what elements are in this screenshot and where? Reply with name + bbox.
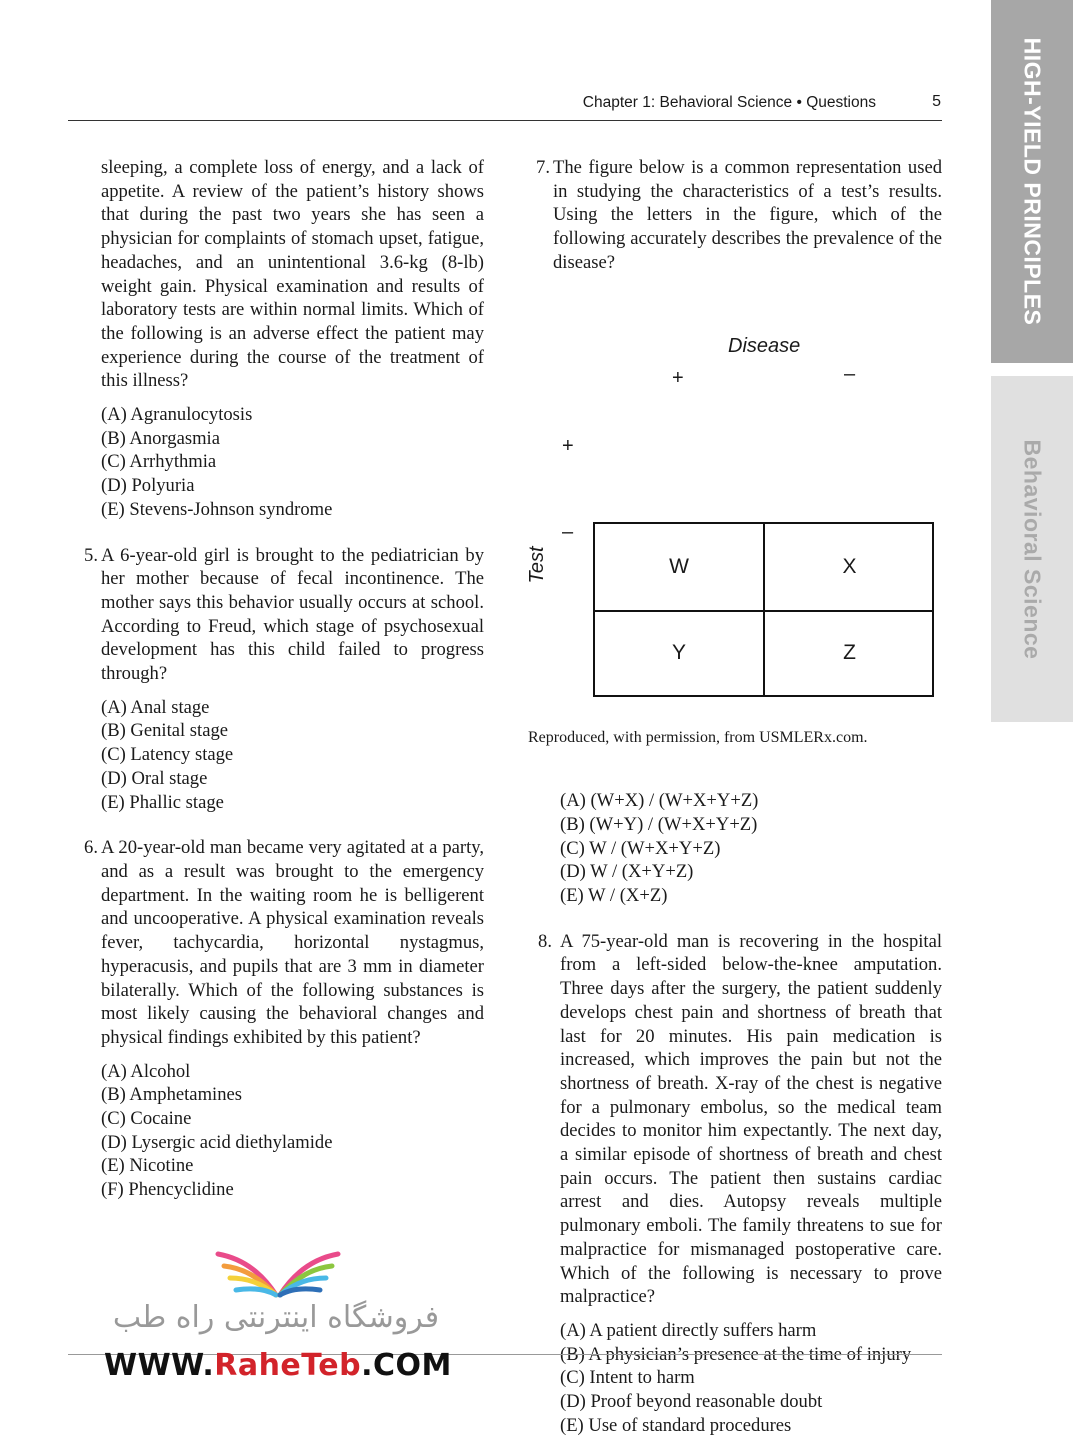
answer-option[interactable]: (A) Anal stage (101, 696, 210, 718)
chapter-title: Chapter 1: Behavioral Science • Questions (582, 94, 876, 111)
answer-option[interactable]: (A) Agranulocytosis (101, 404, 253, 426)
figure-column-label: Disease (728, 334, 801, 357)
answer-option[interactable]: (A) Alcohol (101, 1060, 191, 1082)
answer-option[interactable]: (B) Anorgasmia (101, 427, 220, 449)
answer-option[interactable]: (C) W / (W+X+Y+Z) (560, 837, 721, 859)
side-tab-behavioral-science-label: Behavioral Science (1019, 439, 1046, 659)
figure-column-plus: + (672, 366, 684, 389)
answer-option[interactable]: (D) Proof beyond reasonable doubt (560, 1391, 823, 1413)
question-4-continued-text: sleeping, a complete loss of energy, and a lack of appetite. A review of the patient’s history shows that during the past two years she has seen a physician for complaints of stomach upset, fatigue, headaches, and an unintentional 3.6-kg (8-lb) weight gain. Physical examination and results of laboratory tests are within normal limits. Which of the following is an adverse effect the patient may experience during the course of the treatment of this illness? (101, 157, 484, 392)
answer-option[interactable]: (B) Genital stage (101, 720, 229, 742)
question-text: The figure below is a common representation used in studying the characteristics of a test’s results. Using the letters in the figure, which of the following accurately describes the prevalence of the disease? (553, 157, 942, 273)
answer-option[interactable]: (F) Phencyclidine (101, 1179, 234, 1201)
question-text: A 6-year-old girl is brought to the pediatrician by her mother because of fecal incontinence. The mother says this behavior usually occurs at school. According to Freud, which stage of psychosexual development has this child failed to progress through? (101, 544, 484, 685)
question-7 (528, 156, 942, 275)
question-7-options (528, 789, 942, 908)
cell-w: W (595, 524, 765, 612)
url-brand: RaheTeb (214, 1348, 362, 1383)
answer-option[interactable]: (E) Use of standard procedures (560, 1414, 792, 1436)
answer-option[interactable]: (D) Polyuria (101, 475, 195, 497)
answer-option[interactable]: (C) Arrhythmia (101, 451, 217, 473)
question-8 (528, 930, 942, 1309)
watermark-url[interactable] (104, 1348, 452, 1383)
two-by-two-table-figure (526, 297, 942, 665)
answer-option[interactable]: (B) (W+Y) / (W+X+Y+Z) (560, 813, 758, 835)
raheteb-watermark (100, 1240, 460, 1390)
question-6 (76, 836, 484, 1049)
figure-row-minus: – (562, 520, 574, 543)
side-tab-high-yield-label: HIGH-YIELD PRINCIPLES (1019, 37, 1046, 326)
answer-option[interactable]: (A) (W+X) / (W+X+Y+Z) (560, 790, 759, 812)
answer-option[interactable]: (C) Latency stage (101, 744, 234, 766)
figure-credit: Reproduced, with permission, from USMLERx.com. (528, 728, 868, 746)
answer-option[interactable]: (B) A physician’s presence at the time of injury (560, 1343, 912, 1365)
cell-z: Z (843, 641, 856, 665)
answer-option[interactable]: (D) Lysergic acid diethylamide (101, 1131, 333, 1153)
answer-option[interactable]: (E) Stevens-Johnson syndrome (101, 498, 333, 520)
question-8-options (528, 1319, 942, 1438)
side-tab-high-yield[interactable] (991, 0, 1073, 363)
answer-option[interactable]: (C) Intent to harm (560, 1367, 695, 1389)
answer-option[interactable]: (C) Cocaine (101, 1108, 192, 1130)
question-number: 8. (538, 930, 552, 952)
figure-row-label: Test (526, 545, 548, 584)
question-4-options (76, 403, 484, 522)
question-text: A 75-year-old man is recovering in the hospital from a left-sided below-the-knee amputation. Three days after the surgery, the patient suddenly develops chest pain and shortness of breath that last for 20 minutes. His pain medication is increased, which improves the pain but not the shortness of breath. X-ray of the chest is negative for a pulmonary embolus, so the medical team decides to monitor him expectantly. The next day, a similar episode of shortness of breath and chest pain occurs. The patient then sustains cardiac arrest and dies. Autopsy reveals multiple pulmonary emboli. The family threatens to sue for malpractice for mismanaged postoperative care. Which of the following is necessary to prove malpractice? (560, 930, 942, 1308)
side-tab-behavioral-science[interactable] (991, 376, 1073, 722)
question-5 (76, 544, 484, 686)
page-number: 5 (932, 93, 941, 110)
answer-option[interactable]: (A) A patient directly suffers harm (560, 1319, 817, 1341)
question-6-options (76, 1060, 484, 1202)
url-suffix: .COM (361, 1348, 452, 1383)
right-column (528, 156, 942, 1438)
answer-option[interactable]: (D) Oral stage (101, 767, 208, 789)
answer-option[interactable]: (B) Amphetamines (101, 1084, 242, 1106)
running-header (68, 92, 942, 121)
figure-row-plus: + (562, 434, 574, 457)
watermark-persian-text: فروشگاه اینترنتی راه طب (112, 1300, 440, 1335)
question-5-options (76, 696, 484, 815)
answer-option[interactable]: (E) W / (X+Z) (560, 885, 668, 907)
cell-x: X (765, 524, 934, 612)
question-number: 5. (84, 544, 98, 566)
answer-option[interactable]: (E) Phallic stage (101, 791, 224, 813)
figure-column-minus: – (844, 362, 856, 385)
url-prefix: WWW. (104, 1348, 215, 1383)
question-number: 6. (84, 837, 98, 859)
question-number: 7. (536, 157, 550, 178)
question-text: A 20-year-old man became very agitated at a party, and as a result was brought to the emergency department. In the waiting room he is belligerent and uncooperative. A physical examination reveals fever, tachycardia, horizontal nystagmus, hyperacusis, and pupils that are 3 mm in diameter bilaterally. Which of the following substances is most likely causing the behavioral changes and physical findings exhibited by this patient? (101, 837, 484, 1048)
book-logo-icon (100, 1240, 460, 1300)
figure-grid (593, 522, 934, 697)
answer-option[interactable]: (E) Nicotine (101, 1155, 194, 1177)
cell-y: Y (595, 612, 765, 695)
answer-option[interactable]: (D) W / (X+Y+Z) (560, 861, 694, 883)
left-column (76, 156, 484, 1202)
